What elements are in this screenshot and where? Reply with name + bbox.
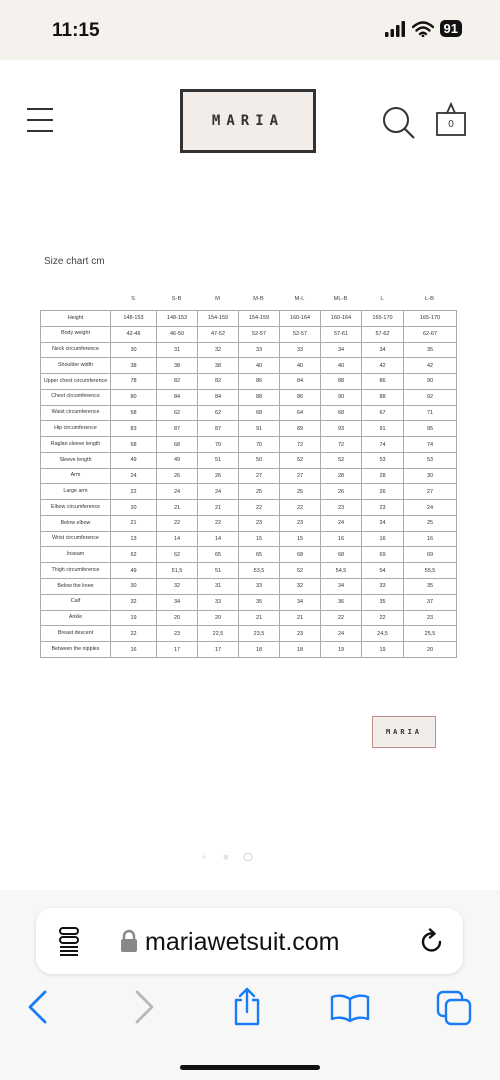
cart-count: 0 (448, 119, 454, 130)
lock-icon (120, 929, 138, 953)
table-cell: 15 (239, 531, 280, 547)
table-cell: 35 (362, 594, 404, 610)
table-cell: 34 (280, 594, 321, 610)
table-cell: 80 (111, 389, 157, 405)
site-logo[interactable] (180, 89, 316, 153)
table-row (41, 626, 457, 642)
table-cell: 38 (198, 358, 239, 374)
table-cell: 52-57 (239, 326, 280, 342)
table-cell: 28 (321, 468, 362, 484)
table-cell: 23 (239, 515, 280, 531)
table-cell: 30 (111, 579, 157, 595)
table-cell: 22 (321, 610, 362, 626)
reader-mode-icon[interactable] (58, 926, 80, 956)
table-row (41, 579, 457, 595)
table-cell: 51 (198, 563, 239, 579)
table-cell: 35 (404, 342, 457, 358)
table-cell: 86 (280, 389, 321, 405)
small-logo-text: MARIA (385, 728, 423, 736)
table-cell: 21 (198, 500, 239, 516)
table-cell: 16 (404, 531, 457, 547)
table-cell: 17 (157, 642, 198, 658)
table-cell: 52 (280, 563, 321, 579)
small-logo (372, 716, 436, 748)
table-cell: 93 (321, 421, 362, 437)
table-cell: 16 (362, 531, 404, 547)
table-cell: 69 (362, 547, 404, 563)
table-cell: 71 (404, 405, 457, 421)
row-label: Breast descent (41, 626, 111, 642)
chevron-right-icon[interactable] (134, 990, 156, 1024)
table-cell: 25 (239, 484, 280, 500)
size-header-cell: ML-B (333, 296, 348, 302)
table-cell: 95 (404, 421, 457, 437)
table-row (41, 484, 457, 500)
table-cell: 67 (362, 405, 404, 421)
table-cell: 38 (157, 358, 198, 374)
hamburger-menu-icon[interactable] (26, 107, 54, 138)
table-cell: 65 (239, 547, 280, 563)
table-cell: 72 (321, 437, 362, 453)
table-cell: 24 (321, 515, 362, 531)
table-cell: 62 (111, 547, 157, 563)
table-cell: 42 (404, 358, 457, 374)
table-cell: 86 (239, 374, 280, 390)
table-cell: 40 (321, 358, 362, 374)
site-logo-text: MARIA (211, 113, 285, 129)
table-cell: 33 (239, 579, 280, 595)
row-label: Waist circumference (41, 405, 111, 421)
table-cell: 55,5 (404, 563, 457, 579)
table-cell: 46-50 (157, 326, 198, 342)
home-indicator (180, 1065, 320, 1070)
table-cell: 154-159 (239, 311, 280, 327)
table-cell: 42 (362, 358, 404, 374)
table-row (41, 374, 457, 390)
size-header-cell: S-B (171, 296, 182, 302)
table-cell: 74 (404, 437, 457, 453)
row-label: Elbow circumference (41, 500, 111, 516)
table-cell: 62 (157, 547, 198, 563)
table-cell: 57-61 (321, 326, 362, 342)
table-cell: 22 (362, 610, 404, 626)
size-header-cell: L-B (424, 296, 435, 302)
row-label: Sleeve length (41, 452, 111, 468)
table-cell: 68 (321, 405, 362, 421)
table-cell: 22 (111, 484, 157, 500)
table-cell: 154-159 (198, 311, 239, 327)
table-cell: 30 (404, 468, 457, 484)
table-cell: 25 (404, 515, 457, 531)
table-row (41, 358, 457, 374)
shopping-bag-icon[interactable] (436, 102, 466, 141)
chevron-left-icon[interactable] (26, 990, 48, 1024)
table-row (41, 515, 457, 531)
table-cell: 68 (239, 405, 280, 421)
table-cell: 82 (198, 374, 239, 390)
table-cell: 19 (111, 610, 157, 626)
table-row (41, 610, 457, 626)
size-header-cell: S (131, 296, 135, 302)
size-chart-title: Size chart cm (44, 256, 105, 267)
table-cell: 24,5 (362, 626, 404, 642)
address-bar[interactable] (36, 908, 463, 974)
table-cell: 53 (404, 452, 457, 468)
table-cell: 36 (321, 594, 362, 610)
table-cell: 24 (111, 468, 157, 484)
table-cell: 22 (198, 515, 239, 531)
table-cell: 49 (111, 452, 157, 468)
status-icons (384, 20, 462, 37)
table-cell: 52 (280, 452, 321, 468)
table-cell: 21 (280, 610, 321, 626)
table-cell: 26 (321, 484, 362, 500)
table-cell: 84 (198, 389, 239, 405)
table-cell: 50 (239, 452, 280, 468)
table-cell: 24 (404, 500, 457, 516)
row-label: Large arm (41, 484, 111, 500)
table-cell: 160-164 (280, 311, 321, 327)
table-cell: 62-67 (404, 326, 457, 342)
row-label: Neck circumference (41, 342, 111, 358)
table-cell: 23 (280, 626, 321, 642)
table-cell: 34 (321, 579, 362, 595)
table-cell: 16 (111, 642, 157, 658)
carousel-dots[interactable] (200, 852, 270, 862)
search-icon[interactable] (382, 106, 416, 145)
table-cell: 13 (111, 531, 157, 547)
table-cell: 68 (157, 437, 198, 453)
size-chart-table (40, 310, 457, 658)
row-label: Calf (41, 594, 111, 610)
table-cell: 68 (321, 547, 362, 563)
table-cell: 57-62 (362, 326, 404, 342)
size-header-row (40, 296, 456, 310)
table-cell: 20 (404, 642, 457, 658)
size-header-cell: M-B (253, 296, 264, 302)
table-cell: 47-52 (198, 326, 239, 342)
battery-indicator: 91 (440, 20, 462, 37)
table-cell: 74 (362, 437, 404, 453)
table-cell: 23,5 (239, 626, 280, 642)
table-cell: 20 (198, 610, 239, 626)
table-cell: 18 (280, 642, 321, 658)
table-cell: 14 (198, 531, 239, 547)
table-cell: 84 (157, 389, 198, 405)
table-cell: 32 (157, 579, 198, 595)
row-label: Thigh circumference (41, 563, 111, 579)
table-cell: 33 (280, 342, 321, 358)
table-cell: 38 (111, 358, 157, 374)
table-row (41, 405, 457, 421)
table-cell: 24 (362, 515, 404, 531)
row-label: Between the nipples (41, 642, 111, 658)
table-cell: 25 (280, 484, 321, 500)
table-cell: 32 (198, 342, 239, 358)
table-cell: 22 (157, 515, 198, 531)
table-row (41, 452, 457, 468)
table-cell: 35 (404, 579, 457, 595)
wifi-icon (412, 21, 434, 37)
table-cell: 23 (280, 515, 321, 531)
table-cell: 53,5 (239, 563, 280, 579)
table-cell: 49 (157, 452, 198, 468)
row-label: Below elbow (41, 515, 111, 531)
table-cell: 34 (321, 342, 362, 358)
table-cell: 27 (280, 468, 321, 484)
table-cell: 22,5 (198, 626, 239, 642)
table-row (41, 531, 457, 547)
table-cell: 58 (111, 405, 157, 421)
table-cell: 24 (157, 484, 198, 500)
table-cell: 54,5 (321, 563, 362, 579)
table-cell: 52 (321, 452, 362, 468)
table-cell: 20 (111, 500, 157, 516)
row-label: Below the knee (41, 579, 111, 595)
table-row (41, 594, 457, 610)
table-cell: 70 (198, 437, 239, 453)
table-cell: 92 (404, 389, 457, 405)
table-cell: 31 (198, 579, 239, 595)
row-label: Ankle (41, 610, 111, 626)
table-cell: 89 (280, 421, 321, 437)
table-cell: 91 (362, 421, 404, 437)
browser-toolbar (0, 890, 500, 1080)
table-cell: 37 (404, 594, 457, 610)
table-cell: 82 (157, 374, 198, 390)
table-cell: 17 (198, 642, 239, 658)
table-cell: 78 (111, 374, 157, 390)
table-cell: 87 (198, 421, 239, 437)
table-cell: 32 (280, 579, 321, 595)
table-cell: 28 (362, 468, 404, 484)
table-cell: 87 (157, 421, 198, 437)
table-cell: 26 (362, 484, 404, 500)
table-cell: 25,5 (404, 626, 457, 642)
table-cell: 24 (198, 484, 239, 500)
table-cell: 19 (321, 642, 362, 658)
table-cell: 68 (280, 547, 321, 563)
row-label: Arm (41, 468, 111, 484)
status-bar (0, 0, 500, 60)
table-cell: 21 (111, 515, 157, 531)
table-cell: 33 (362, 579, 404, 595)
table-cell: 33 (239, 342, 280, 358)
table-cell: 23 (321, 500, 362, 516)
table-cell: 165-170 (404, 311, 457, 327)
bookmarks-icon[interactable] (330, 994, 370, 1022)
table-cell: 68 (111, 437, 157, 453)
table-cell: 23 (362, 500, 404, 516)
table-cell: 35 (239, 594, 280, 610)
table-cell: 23 (404, 610, 457, 626)
table-cell: 22 (239, 500, 280, 516)
table-row (41, 326, 457, 342)
table-cell: 31 (157, 342, 198, 358)
table-cell: 160-164 (321, 311, 362, 327)
table-row (41, 311, 457, 327)
table-cell: 32 (111, 594, 157, 610)
cellular-signal-icon (384, 21, 406, 37)
table-row (41, 389, 457, 405)
table-cell: 33 (198, 594, 239, 610)
table-cell: 20 (157, 610, 198, 626)
table-cell: 40 (239, 358, 280, 374)
table-cell: 18 (239, 642, 280, 658)
table-cell: 15 (280, 531, 321, 547)
table-row (41, 437, 457, 453)
table-cell: 62 (157, 405, 198, 421)
size-header-cell: M (215, 296, 220, 302)
row-label: Hip circumference (41, 421, 111, 437)
table-cell: 91 (239, 421, 280, 437)
table-cell: 64 (280, 405, 321, 421)
table-cell: 84 (280, 374, 321, 390)
table-cell: 54 (362, 563, 404, 579)
table-cell: 90 (321, 389, 362, 405)
row-label: Body weight (41, 326, 111, 342)
table-cell: 62 (198, 405, 239, 421)
table-cell: 86 (362, 374, 404, 390)
table-cell: 88 (239, 389, 280, 405)
table-cell: 22 (280, 500, 321, 516)
table-cell: 24 (321, 626, 362, 642)
table-cell: 148-153 (111, 311, 157, 327)
table-row (41, 468, 457, 484)
row-label: Inseam (41, 547, 111, 563)
table-cell: 148-153 (157, 311, 198, 327)
table-cell: 90 (404, 374, 457, 390)
table-cell: 34 (362, 342, 404, 358)
row-label: Chest circumference (41, 389, 111, 405)
table-cell: 26 (157, 468, 198, 484)
table-cell: 51 (198, 452, 239, 468)
site-header (0, 60, 500, 200)
table-row (41, 547, 457, 563)
table-cell: 88 (321, 374, 362, 390)
table-cell: 51,5 (157, 563, 198, 579)
size-header-cell: M-L (294, 296, 305, 302)
table-row (41, 421, 457, 437)
table-cell: 27 (404, 484, 457, 500)
table-cell: 40 (280, 358, 321, 374)
table-cell: 21 (157, 500, 198, 516)
table-cell: 26 (198, 468, 239, 484)
table-cell: 27 (239, 468, 280, 484)
row-label: Wrist circumference (41, 531, 111, 547)
table-cell: 88 (362, 389, 404, 405)
table-cell: 65 (198, 547, 239, 563)
table-cell: 69 (404, 547, 457, 563)
table-cell: 165-170 (362, 311, 404, 327)
row-label: Upper chest circumference (41, 374, 111, 390)
table-row (41, 500, 457, 516)
row-label: Height (41, 311, 111, 327)
size-header-cell: L (380, 296, 384, 302)
table-cell: 21 (239, 610, 280, 626)
status-time: 11:15 (52, 20, 100, 41)
table-cell: 22 (111, 626, 157, 642)
table-cell: 16 (321, 531, 362, 547)
table-row (41, 642, 457, 658)
share-icon[interactable] (232, 986, 262, 1026)
table-cell: 49 (111, 563, 157, 579)
table-cell: 42-46 (111, 326, 157, 342)
reload-icon[interactable] (420, 928, 444, 954)
table-cell: 52-57 (280, 326, 321, 342)
url-text: mariawetsuit.com (145, 928, 340, 956)
table-cell: 83 (111, 421, 157, 437)
table-cell: 72 (280, 437, 321, 453)
table-cell: 23 (157, 626, 198, 642)
table-cell: 53 (362, 452, 404, 468)
table-cell: 30 (111, 342, 157, 358)
table-cell: 34 (157, 594, 198, 610)
table-row (41, 563, 457, 579)
table-cell: 14 (157, 531, 198, 547)
table-cell: 70 (239, 437, 280, 453)
table-row (41, 342, 457, 358)
table-cell: 19 (362, 642, 404, 658)
tabs-icon[interactable] (436, 990, 472, 1026)
row-label: Shoulder width (41, 358, 111, 374)
row-label: Raglan sleeve length (41, 437, 111, 453)
